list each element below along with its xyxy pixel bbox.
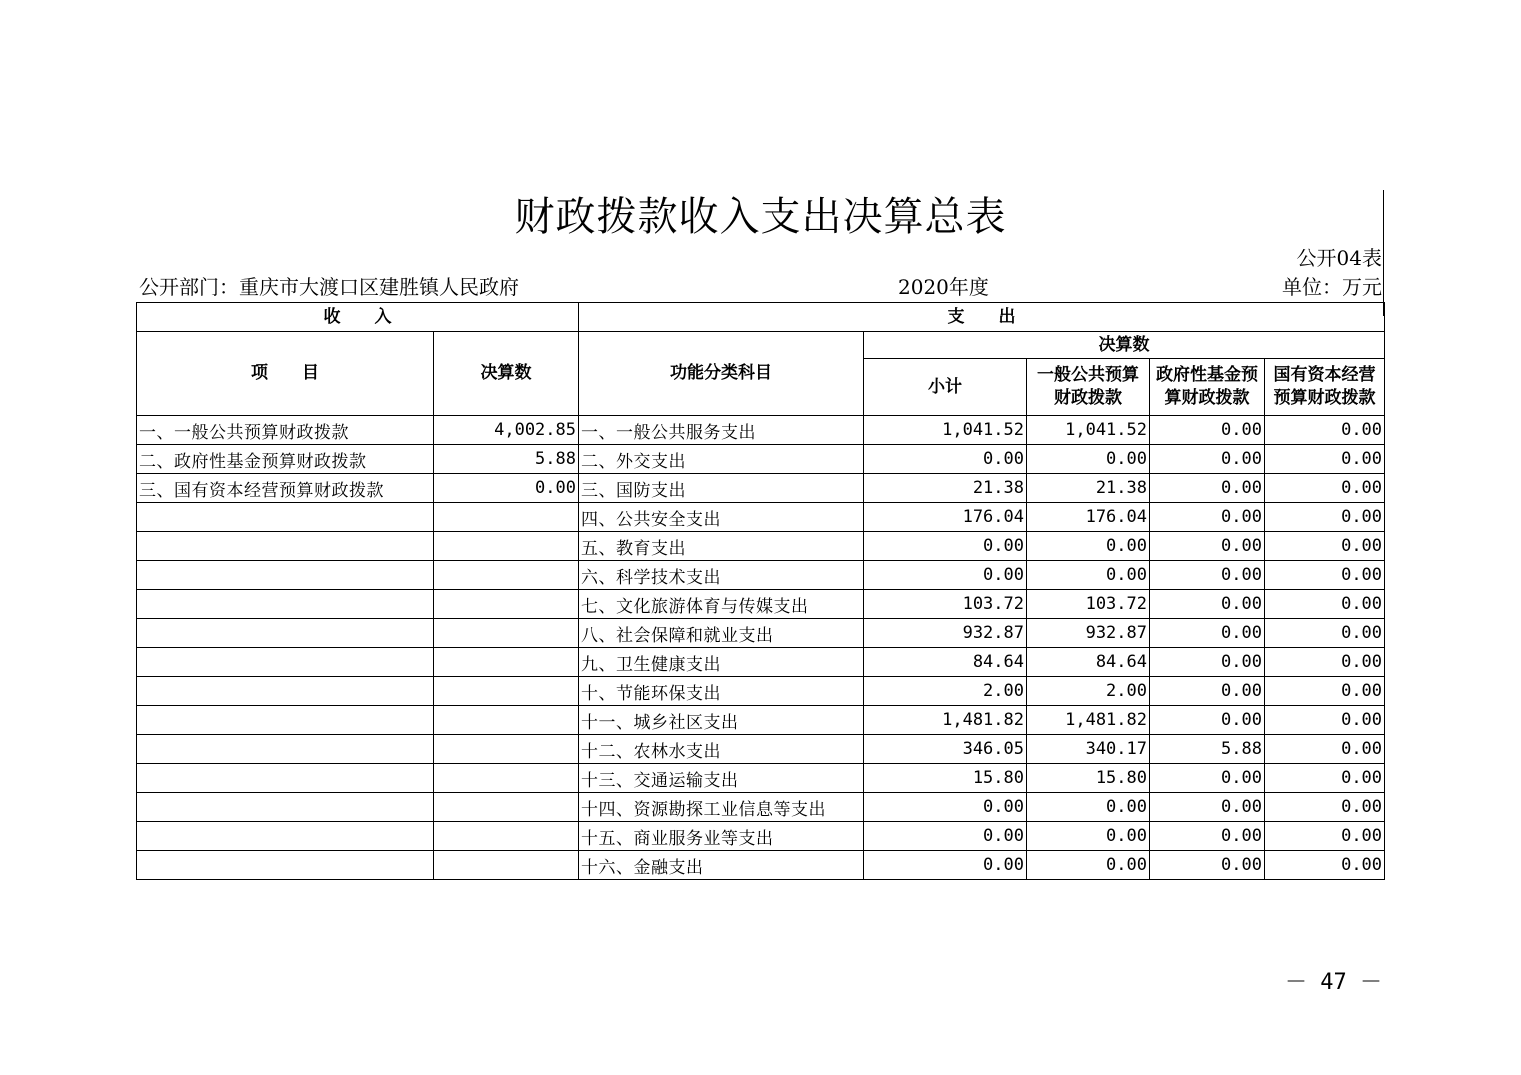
category-cell: 二、外交支出: [579, 445, 864, 474]
category-cell: 七、文化旅游体育与传媒支出: [579, 590, 864, 619]
category-cell: 十一、城乡社区支出: [579, 706, 864, 735]
fund-budget-cell: 0.00: [1150, 590, 1265, 619]
state-capital-cell: 0.00: [1265, 822, 1385, 851]
form-number: 公开04表: [1296, 246, 1382, 270]
subtotal-cell: 0.00: [864, 851, 1027, 880]
subtotal-cell: 84.64: [864, 648, 1027, 677]
category-cell: 十六、金融支出: [579, 851, 864, 880]
general-budget-cell: 0.00: [1027, 561, 1150, 590]
income-section-header: 收 入: [137, 303, 579, 332]
table-row: [137, 590, 1385, 619]
table-row: [137, 561, 1385, 590]
income-item-cell: [137, 590, 434, 619]
income-item-cell: [137, 532, 434, 561]
income-amount-cell: [434, 503, 579, 532]
table-row: [137, 735, 1385, 764]
subtotal-cell: 0.00: [864, 561, 1027, 590]
income-item-cell: 三、国有资本经营预算财政拨款: [137, 474, 434, 503]
subtotal-cell: 15.80: [864, 764, 1027, 793]
fund-budget-cell: 0.00: [1150, 677, 1265, 706]
income-item-cell: [137, 561, 434, 590]
state-capital-cell: 0.00: [1265, 706, 1385, 735]
state-capital-cell: 0.00: [1265, 764, 1385, 793]
fund-budget-cell: 0.00: [1150, 706, 1265, 735]
income-amount-cell: [434, 532, 579, 561]
fund-budget-cell: 0.00: [1150, 445, 1265, 474]
state-capital-cell: 0.00: [1265, 503, 1385, 532]
general-budget-cell: 103.72: [1027, 590, 1150, 619]
table-row: [137, 416, 1385, 445]
income-item-cell: [137, 503, 434, 532]
table-row: [137, 793, 1385, 822]
table-row: [137, 706, 1385, 735]
table-row: [137, 677, 1385, 706]
income-amount-cell: [434, 735, 579, 764]
income-amount-cell: 4,002.85: [434, 416, 579, 445]
state-capital-cell: 0.00: [1265, 445, 1385, 474]
subtotal-cell: 0.00: [864, 445, 1027, 474]
subtotal-cell: 176.04: [864, 503, 1027, 532]
category-cell: 十三、交通运输支出: [579, 764, 864, 793]
fund-budget-cell: 0.00: [1150, 416, 1265, 445]
category-cell: 十五、商业服务业等支出: [579, 822, 864, 851]
category-cell: 四、公共安全支出: [579, 503, 864, 532]
state-capital-cell: 0.00: [1265, 532, 1385, 561]
table-row: [137, 445, 1385, 474]
state-capital-cell: 0.00: [1265, 851, 1385, 880]
state-capital-cell: 0.00: [1265, 561, 1385, 590]
general-budget-cell: 0.00: [1027, 445, 1150, 474]
general-budget-cell: 0.00: [1027, 851, 1150, 880]
state-capital-cell: 0.00: [1265, 735, 1385, 764]
general-budget-cell: 84.64: [1027, 648, 1150, 677]
income-item-cell: [137, 619, 434, 648]
fund-budget-cell: 0.00: [1150, 619, 1265, 648]
income-item-cell: 一、一般公共预算财政拨款: [137, 416, 434, 445]
department-label: 公开部门：重庆市大渡口区建胜镇人民政府: [139, 275, 519, 299]
subtotal-cell: 1,481.82: [864, 706, 1027, 735]
general-budget-cell: 0.00: [1027, 793, 1150, 822]
income-item-cell: [137, 677, 434, 706]
category-column-header: 功能分类科目: [579, 332, 864, 416]
subtotal-cell: 0.00: [864, 822, 1027, 851]
category-cell: 九、卫生健康支出: [579, 648, 864, 677]
income-amount-cell: [434, 706, 579, 735]
general-budget-column-header: 一般公共预算财政拨款: [1027, 359, 1150, 416]
page-title: 财政拨款收入支出决算总表: [514, 194, 1007, 240]
category-cell: 六、科学技术支出: [579, 561, 864, 590]
table-row: [137, 619, 1385, 648]
category-cell: 三、国防支出: [579, 474, 864, 503]
fiscal-year: 2020年度: [898, 275, 989, 299]
expense-section-header: 支 出: [579, 303, 1385, 332]
subtotal-cell: 0.00: [864, 532, 1027, 561]
table-row: [137, 648, 1385, 677]
income-amount-cell: 5.88: [434, 445, 579, 474]
general-budget-cell: 21.38: [1027, 474, 1150, 503]
table-row: [137, 474, 1385, 503]
fund-budget-cell: 0.00: [1150, 648, 1265, 677]
state-capital-cell: 0.00: [1265, 793, 1385, 822]
fund-budget-cell: 0.00: [1150, 503, 1265, 532]
income-amount-cell: [434, 764, 579, 793]
income-amount-cell: [434, 648, 579, 677]
category-cell: 十四、资源勘探工业信息等支出: [579, 793, 864, 822]
subtotal-cell: 346.05: [864, 735, 1027, 764]
fund-budget-cell: 0.00: [1150, 851, 1265, 880]
category-cell: 八、社会保障和就业支出: [579, 619, 864, 648]
income-amount-cell: [434, 590, 579, 619]
fund-budget-cell: 0.00: [1150, 822, 1265, 851]
subtotal-cell: 1,041.52: [864, 416, 1027, 445]
table-row: [137, 503, 1385, 532]
fund-budget-cell: 0.00: [1150, 561, 1265, 590]
general-budget-cell: 932.87: [1027, 619, 1150, 648]
general-budget-cell: 0.00: [1027, 532, 1150, 561]
state-capital-cell: 0.00: [1265, 474, 1385, 503]
table-row: [137, 822, 1385, 851]
category-cell: 一、一般公共服务支出: [579, 416, 864, 445]
amount-column-header: 决算数: [434, 332, 579, 416]
income-amount-cell: [434, 851, 579, 880]
general-budget-cell: 176.04: [1027, 503, 1150, 532]
item-column-header: 项 目: [137, 332, 434, 416]
income-amount-cell: [434, 619, 579, 648]
general-budget-cell: 340.17: [1027, 735, 1150, 764]
state-capital-cell: 0.00: [1265, 619, 1385, 648]
income-item-cell: [137, 822, 434, 851]
income-item-cell: [137, 706, 434, 735]
fund-budget-cell: 5.88: [1150, 735, 1265, 764]
income-amount-cell: [434, 561, 579, 590]
subtotal-cell: 21.38: [864, 474, 1027, 503]
category-cell: 五、教育支出: [579, 532, 864, 561]
income-item-cell: [137, 648, 434, 677]
income-item-cell: [137, 735, 434, 764]
fund-budget-cell: 0.00: [1150, 532, 1265, 561]
income-amount-cell: 0.00: [434, 474, 579, 503]
subtotal-cell: 932.87: [864, 619, 1027, 648]
subtotal-cell: 103.72: [864, 590, 1027, 619]
income-item-cell: [137, 764, 434, 793]
general-budget-cell: 1,481.82: [1027, 706, 1150, 735]
subtotal-cell: 2.00: [864, 677, 1027, 706]
state-capital-cell: 0.00: [1265, 416, 1385, 445]
page-number: － 47 －: [1285, 970, 1382, 995]
state-capital-cell: 0.00: [1265, 677, 1385, 706]
income-item-cell: [137, 851, 434, 880]
table-row: [137, 532, 1385, 561]
category-cell: 十、节能环保支出: [579, 677, 864, 706]
state-capital-column-header: 国有资本经营预算财政拨款: [1265, 359, 1385, 416]
income-amount-cell: [434, 822, 579, 851]
table-row: [137, 764, 1385, 793]
fund-budget-cell: 0.00: [1150, 764, 1265, 793]
state-capital-cell: 0.00: [1265, 648, 1385, 677]
general-budget-cell: 1,041.52: [1027, 416, 1150, 445]
income-item-cell: 二、政府性基金预算财政拨款: [137, 445, 434, 474]
income-amount-cell: [434, 793, 579, 822]
unit-label: 单位：万元: [1282, 275, 1382, 299]
fund-budget-column-header: 政府性基金预算财政拨款: [1150, 359, 1265, 416]
final-amount-group-header: 决算数: [864, 332, 1385, 359]
fund-budget-cell: 0.00: [1150, 474, 1265, 503]
general-budget-cell: 2.00: [1027, 677, 1150, 706]
general-budget-cell: 0.00: [1027, 822, 1150, 851]
budget-table: [136, 302, 1385, 880]
income-item-cell: [137, 793, 434, 822]
subtotal-cell: 0.00: [864, 793, 1027, 822]
table-row: [137, 851, 1385, 880]
subtotal-column-header: 小计: [864, 359, 1027, 416]
general-budget-cell: 15.80: [1027, 764, 1150, 793]
income-amount-cell: [434, 677, 579, 706]
fund-budget-cell: 0.00: [1150, 793, 1265, 822]
state-capital-cell: 0.00: [1265, 590, 1385, 619]
category-cell: 十二、农林水支出: [579, 735, 864, 764]
